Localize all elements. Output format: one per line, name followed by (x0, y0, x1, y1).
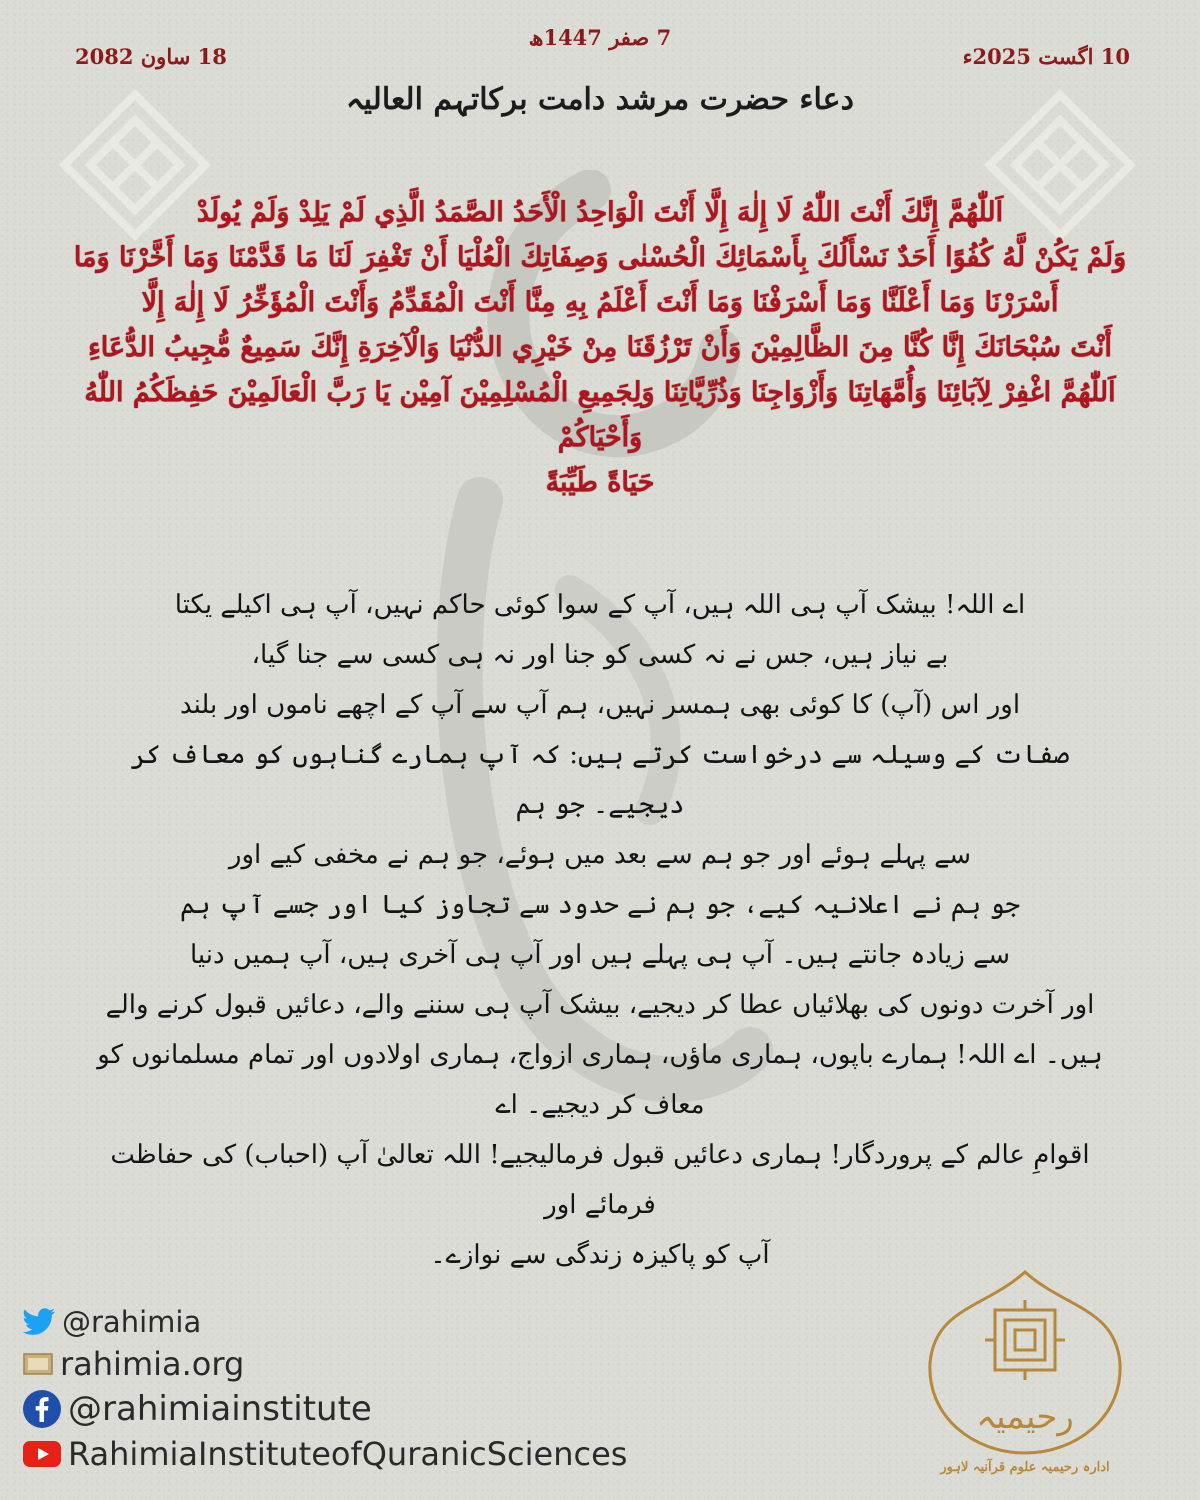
urdu-line: اور آخرت دونوں کی بھلائیاں عطا کر دیجیے، بیشک آپ ہی سننے والے، دعائیں قبول کرنے والے (105, 990, 1095, 1020)
logo-tagline: ادارہ رحیمیہ علوم قرآنیہ لاہور (940, 1460, 1110, 1475)
youtube-icon (22, 1440, 62, 1468)
twitter-handle: @rahimia (62, 1305, 202, 1339)
logo-name: رحیمیہ (976, 1397, 1074, 1437)
youtube-link[interactable] (22, 1435, 627, 1473)
arabic-line: أَنْتَ سُبْحَانَكَ إِنَّا كُنَّا مِنَ الظَّالِمِيْنَ وَأَنْ تَرْزُقَنَا مِنْ خَيْرِي الدُّنْيَا وَالْآخِرَةِ إِنَّكَ سَمِيعٌ مُّجِيبُ الدُّعَاءِ (88, 332, 1112, 363)
urdu-line: بے نیاز ہیں، جس نے نہ کسی کو جنا اور نہ ہی کسی سے جنا گیا، (251, 640, 949, 670)
urdu-line: آپ کو پاکیزہ زندگی سے نوازے۔ (430, 1240, 770, 1270)
urdu-line: سے پہلے ہوئے اور جو ہم سے بعد میں ہوئے، جو ہم نے مخفی کیے اور (228, 840, 972, 870)
urdu-translation (90, 580, 1110, 1280)
logo-emblem (915, 1268, 1135, 1458)
urdu-line: صفات کے وسیلہ سے درخواست کرتے ہیں: کہ آپ ہمارے گناہوں کو معاف کر دیجیے۔ جو ہم (130, 740, 1070, 820)
hijri-date: 7 صفر 1447ھ (528, 25, 672, 50)
website-url: rahimia.org (60, 1345, 245, 1383)
urdu-line: جو ہم نے اعلانیہ کیے، جو ہم نے حدود سے تجاوز کیا اور جسے آپ ہم (180, 890, 1020, 920)
twitter-icon (22, 1308, 56, 1336)
twitter-link[interactable] (22, 1305, 627, 1339)
bikrami-date: 18 ساون 2082 (75, 44, 227, 69)
youtube-channel: RahimiaInstituteofQuranicSciences (68, 1435, 628, 1473)
arabic-dua (60, 190, 1140, 505)
social-links (22, 1305, 627, 1479)
arabic-line: وَلَمْ يَكُنْ لَّهُ كُفُوًا أَحَدٌ نَسْأَلُكَ بِأَسْمَائِكَ الْحُسْنٰى وَصِفَاتِكَ الْعُلْيَا أَنْ تَغْفِرَ لَنَا مَا قَدَّمْنَا وَمَا أَخَّرْنَا وَمَا (73, 242, 1127, 273)
urdu-line: اقوامِ عالم کے پروردگار! ہماری دعائیں قبول فرمالیجیے! اللہ تعالیٰ آپ (احباب) کی حفاظت فرمائے اور (110, 1140, 1090, 1220)
urdu-line: اور اس (آپ) کا کوئی بھی ہمسر نہیں، ہم آپ سے آپ کے اچھے ناموں اور بلند (179, 690, 1021, 720)
gregorian-date: 10 اگست 2025ء (962, 44, 1130, 69)
website-link[interactable] (22, 1345, 627, 1383)
urdu-line: ہیں۔ اے اللہ! ہمارے باپوں، ہماری ماؤں، ہماری ازواج، ہماری اولادوں اور تمام مسلمانوں کو معاف کر دیجیے۔ اے (97, 1040, 1103, 1120)
facebook-handle: @rahimiainstitute (68, 1389, 372, 1429)
arabic-line: اَللّٰهُمَّ إِنَّكَ أَنْتَ اللّٰهُ لَا إِلٰهَ إِلَّا أَنْتَ الْوَاحِدُ الْأَحَدُ الصَّمَدُ الَّذِي لَمْ يَلِدْ وَلَمْ يُولَدْ (196, 197, 1004, 228)
urdu-line: اے اللہ! بیشک آپ ہی اللہ ہیں، آپ کے سوا کوئی حاکم نہیں، آپ ہی اکیلے یکتا (174, 590, 1026, 620)
arabic-line: أَسْرَرْنَا وَمَا أَعْلَنَّا وَمَا أَسْرَفْنَا وَمَا أَنْتَ أَعْلَمُ بِهِ مِنَّا أَنْتَ الْمُقَدِّمُ وَأَنْتَ الْمُؤَخِّرُ لَا إِلٰهَ إِلَّا (141, 287, 1059, 318)
facebook-icon (22, 1389, 62, 1429)
rahimia-logo (915, 1268, 1155, 1493)
page-title: دعاء حضرت مرشد دامت برکاتہم العالیہ (346, 82, 854, 117)
facebook-link[interactable] (22, 1389, 627, 1429)
arabic-line: حَيَاةً طَيِّبَةً (545, 467, 655, 498)
web-icon (22, 1350, 54, 1378)
arabic-line: اَللّٰهُمَّ اغْفِرْ لِآبَائِنَا وَأُمَّهَاتِنَا وَأَزْوَاجِنَا وَذُرِّيَّاتِنَا وَلِجَمِيعِ الْمُسْلِمِيْنَ آمِيْن يَا رَبَّ الْعَالَمِيْنَ حَفِظَكُمُ اللّٰهُ وَأَحْيَاكُمْ (84, 377, 1116, 453)
urdu-line: سے زیادہ جانتے ہیں۔ آپ ہی پہلے ہیں اور آپ ہی آخری ہیں، آپ ہمیں دنیا (189, 940, 1011, 970)
